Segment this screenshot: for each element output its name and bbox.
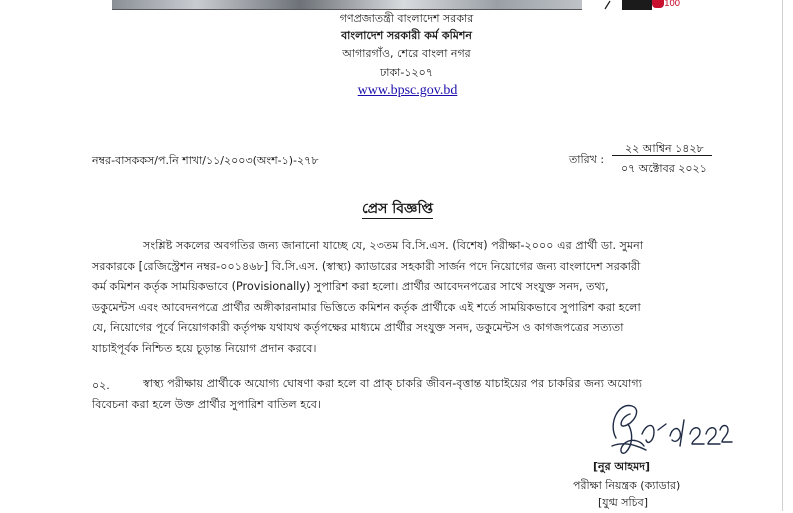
paragraph-1-line: সংশ্লিষ্ট সকলের অবগতির জন্য জানানো যাচ্ছে যে, ২৩তম বি.সি.এস. (বিশেষ) পরীক্ষা-২০০০ এর প্রার্থী ডা. সুমনা <box>143 239 644 252</box>
corner-mark <box>604 0 612 10</box>
handwritten-signature <box>588 394 748 460</box>
signatory-name: [নুর আহমদ] <box>593 460 650 473</box>
paragraph-1-line: সরকারকে [রেজিস্ট্রেশন নম্বর-০০১৪৬৮] বি.সি.এস. (স্বাস্থ্য) ক্যাডারের সহকারী সার্জন পদে নিয়োগের জন্য বাংলাদেশ সরকারী <box>92 259 641 273</box>
paragraph-2-number: ০২. <box>92 379 110 392</box>
date-divider <box>612 155 712 156</box>
logo-black-block <box>622 0 652 10</box>
page-title: প্রেস বিজ্ঞপ্তি <box>362 201 433 217</box>
header-government: গণপ্রজাতন্ত্রী বাংলাদেশ সরকার <box>339 12 474 25</box>
header-address: আগারগাঁও, শেরে বাংলা নগর <box>342 47 471 60</box>
paragraph-1-line: যাচাইপূর্বক নিশ্চিত হয়ে চূড়ান্ত নিয়োগ প্রদান করবে। <box>92 341 317 355</box>
date-label: তারিখ : <box>569 153 605 166</box>
date-bangla: ২২ আশ্বিন ১৪২৮ <box>625 142 704 155</box>
logo-red-mark <box>652 0 664 8</box>
paragraph-1-line: ডকুমেন্টস এবং আবেদনপত্রে প্রার্থীর অঙ্গীকারনামার ভিত্তিতে কমিশন কর্তৃক প্রার্থীকে এই শর্তে সাময়িকভাবে সুপারিশ করা হলো <box>92 300 641 314</box>
header-commission: বাংলাদেশ সরকারী কর্ম কমিশন <box>341 29 472 42</box>
logo-text: 100 <box>664 0 680 9</box>
paragraph-2-line: স্বাস্থ্য পরীক্ষায় প্রার্থীকে অযোগ্য ঘোষণা করা হলে বা প্রাক্ চাকরি জীবন-বৃত্তান্ত যাচাইয়ের পর চাকরির জন্য অযোগ্য <box>143 377 642 390</box>
header-website-link[interactable]: www.bpsc.gov.bd <box>357 83 458 98</box>
paragraph-1-line: যে, নিয়োগের পূর্বে নিয়োগকারী কর্তৃপক্ষ যথাযথ কর্তৃপক্ষের মাধ্যমে প্রার্থীর সংযুক্ত সনদ, ডকুমেন্টস ও কাগজপত্রের সত্যতা <box>92 321 624 334</box>
signatory-title: পরীক্ষা নিয়ন্ত্রক (ক্যাডার) <box>573 479 681 492</box>
signatory-rank: [যুগ্ম সচিব] <box>598 496 649 509</box>
header-city: ঢাকা-১২০৭ <box>380 66 433 79</box>
anniversary-logo <box>622 0 680 10</box>
paragraph-1 <box>92 236 717 359</box>
header-banner-image <box>112 0 582 10</box>
paragraph-2-line: বিবেচনা করা হলে উক্ত প্রার্থীর সুপারিশ বাতিল হবে। <box>92 397 321 411</box>
memo-number: নম্বর-বাসককস/প.নি শাখা/১১/২০০৩(অংশ-১)-২৭৮ <box>92 154 319 167</box>
date-gregorian: ০৭ অক্টোবর ২০২১ <box>621 162 707 175</box>
paragraph-1-line: কর্ম কমিশন কর্তৃক সাময়িকভাবে (Provisionally) সুপারিশ করা হলো। প্রার্থীর আবেদনপত্রের সাথে সংযুক্ত সনদ, তথ্য, <box>92 280 609 293</box>
